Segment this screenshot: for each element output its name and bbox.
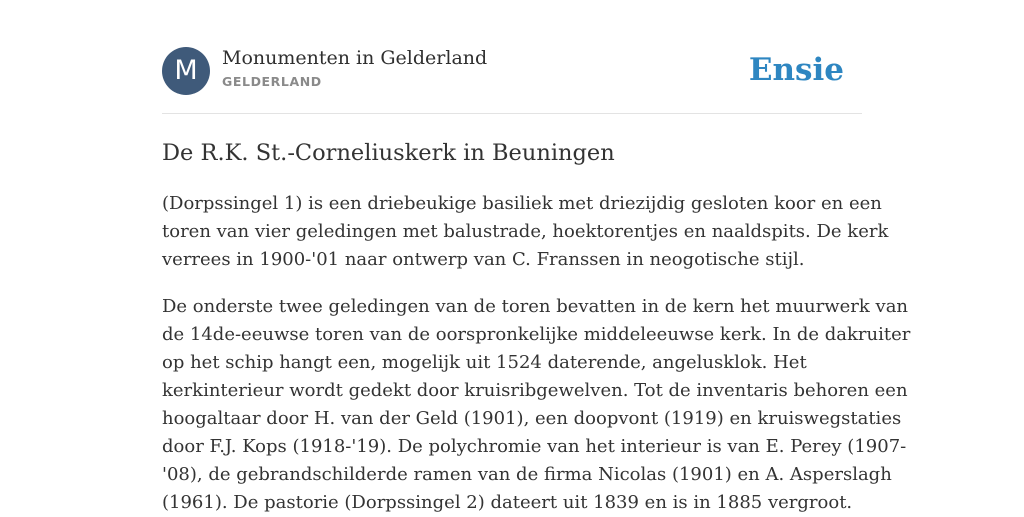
header: [162, 0, 862, 114]
site-subtitle[interactable]: GELDERLAND: [222, 74, 322, 89]
paragraph-line: door F.J. Kops (1918-'19). De polychromie van het interieur is van E. Perey (1907-: [162, 436, 907, 457]
article-paragraph-2: [162, 293, 911, 517]
page: [162, 0, 911, 513]
paragraph-line: hoogaltaar door H. van der Geld (1901), een doopvont (1919) en kruiswegstaties: [162, 408, 902, 429]
article-title: De R.K. St.-Corneliuskerk in Beuningen: [162, 140, 615, 166]
paragraph-line: verrees in 1900-'01 naar ontwerp van C. Franssen in neogotische stijl.: [162, 249, 805, 270]
article-paragraph-1: [162, 190, 889, 274]
paragraph-line: (1961). De pastorie (Dorpssingel 2) dateert uit 1839 en is in 1885 vergroot.: [162, 492, 853, 513]
paragraph-line: '08), de gebrandschilderde ramen van de firma Nicolas (1901) en A. Asperslagh: [162, 464, 892, 485]
paragraph-line: toren van vier geledingen met balustrade, hoektorentjes en naaldspits. De kerk: [162, 221, 889, 242]
paragraph-line: de 14de-eeuwse toren van de oorspronkelijke middeleeuwse kerk. In de dakruiter: [162, 324, 911, 345]
paragraph-line: op het schip hangt een, mogelijk uit 1524 daterende, angelusklok. Het: [162, 352, 807, 373]
paragraph-line: kerkinterieur wordt gedekt door kruisribgewelven. Tot de inventaris behoren een: [162, 380, 908, 401]
paragraph-line: De onderste twee geledingen van de toren bevatten in de kern het muurwerk van: [162, 296, 909, 317]
brand-logo[interactable]: Ensie: [748, 52, 844, 88]
avatar[interactable]: M: [162, 47, 210, 95]
site-title[interactable]: Monumenten in Gelderland: [222, 47, 488, 69]
paragraph-line: (Dorpssingel 1) is een driebeukige basiliek met driezijdig gesloten koor en een: [162, 193, 882, 214]
